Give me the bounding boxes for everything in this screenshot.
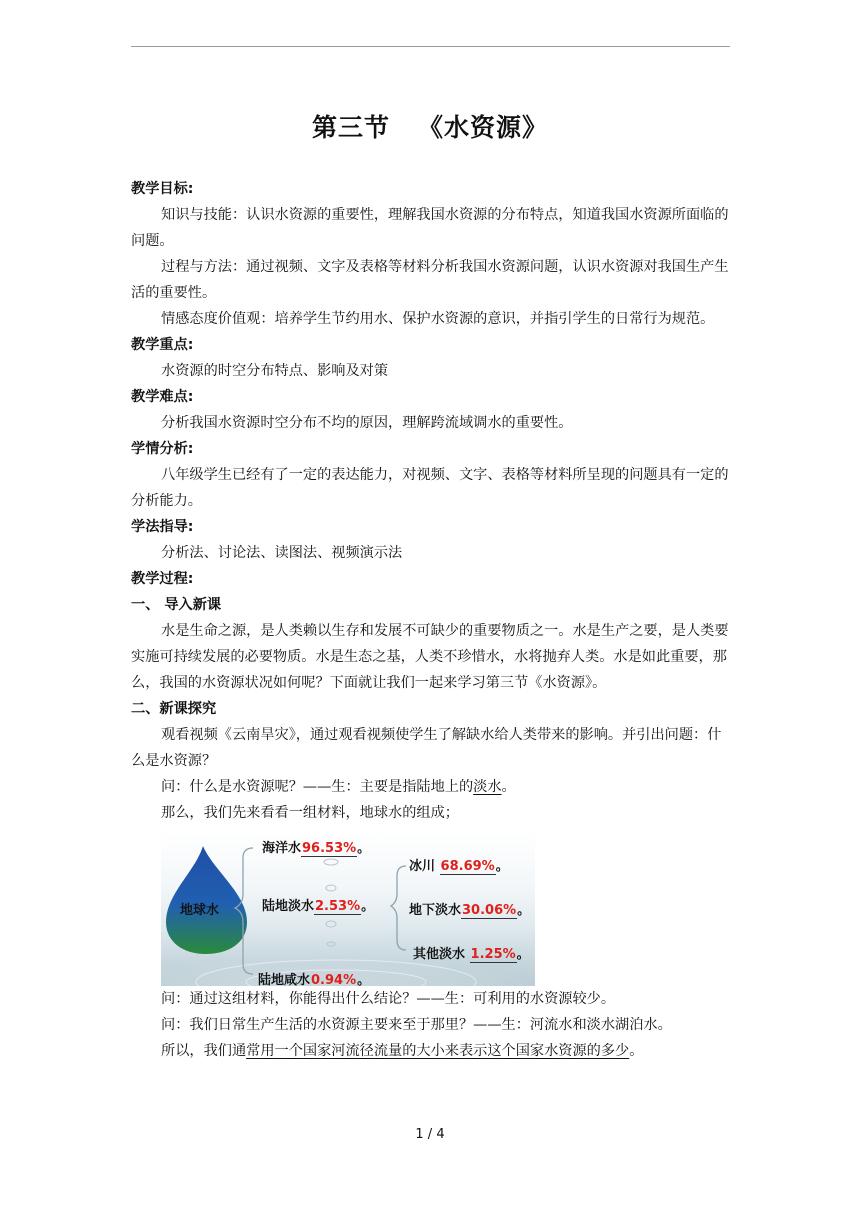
ocean-water-value: 96.53% <box>302 841 357 856</box>
title-section: 第三节 <box>311 113 390 142</box>
difficult-text: 分析我国水资源时空分布不均的原因，理解跨流域调水的重要性。 <box>161 415 573 431</box>
header-rule <box>131 46 730 47</box>
qa-what-is-water-resource: 问：什么是水资源呢？——生：主要是指陆地上的淡水。 <box>161 779 516 795</box>
glacier-value: 68.69% <box>440 859 495 874</box>
glacier-label: 冰川 68.69%。 <box>409 859 509 874</box>
process-heading: 教学过程: <box>131 571 194 587</box>
part2-heading: 二、新课探究 <box>131 701 217 717</box>
difficult-heading: 教学难点: <box>131 389 194 405</box>
key-heading: 教学重点: <box>131 337 194 353</box>
drop-label: 地球水 <box>180 903 220 918</box>
groundwater-label: 地下淡水30.06%。 <box>409 903 531 918</box>
conclusion-text: 所以，我们通常用一个国家河流径流量的大小来表示这个国家水资源的多少。 <box>161 1043 644 1059</box>
goal-knowledge: 知识与技能：认识水资源的重要性，理解我国水资源的分布特点，知道我国水资源所面临的问题。 <box>131 207 729 249</box>
goal-process: 过程与方法：通过视频、文字及表格等材料分析我国水资源问题，认识水资源对我国生产生活的重要性。 <box>131 259 729 301</box>
part2-text: 观看视频《云南旱灾》，通过观看视频使学生了解缺水给人类带来的影响。并引出问题：什么是水资源？ <box>131 727 722 769</box>
lead-in-text: 那么，我们先来看看一组材料，地球水的组成； <box>161 805 459 821</box>
answer-fresh-water: 淡水 <box>473 779 502 795</box>
qa-conclusion: 问：通过这组材料，你能得出什么结论？——生：可利用的水资源较少。 <box>161 991 616 1007</box>
groundwater-value: 30.06% <box>462 903 517 918</box>
goals-heading: 教学目标: <box>131 181 194 197</box>
key-text: 水资源的时空分布特点、影响及对策 <box>161 363 389 379</box>
page-title <box>0 108 860 144</box>
goal-attitude: 情感态度价值观：培养学生节约用水、保护水资源的意识，并指引学生的日常行为规范。 <box>161 311 715 327</box>
land-fresh-water-label: 陆地淡水2.53%。 <box>262 899 375 914</box>
title-name: 《水资源》 <box>418 113 549 142</box>
page-number: 1 / 4 <box>415 1127 445 1142</box>
droplet-2 <box>326 885 336 891</box>
land-salt-water-value: 0.94% <box>310 973 357 986</box>
analysis-heading: 学情分析: <box>131 441 194 457</box>
fresh-water-brace <box>391 866 406 950</box>
analysis-text: 八年级学生已经有了一定的表达能力，对视频、文字、表格等材料所呈现的问题具有一定的分析能力。 <box>131 467 729 509</box>
part1-heading: 一、 导入新课 <box>131 597 222 613</box>
method-text: 分析法、讨论法、读图法、视频演示法 <box>161 545 403 561</box>
droplet-3 <box>326 921 336 927</box>
land-fresh-water-value: 2.53% <box>315 899 361 914</box>
earth-water-composition-figure <box>161 832 535 986</box>
qa-water-source: 问：我们日常生产生活的水资源主要来至于那里？——生：河流水和淡水湖泊水。 <box>161 1017 672 1033</box>
ocean-water-label: 海洋水96.53%。 <box>262 841 371 856</box>
other-fresh-water-value: 1.25% <box>470 947 516 962</box>
other-fresh-water-label: 其他淡水 1.25%。 <box>413 947 530 962</box>
land-salt-water-label: 陆地咸水0.94%。 <box>258 968 370 986</box>
method-heading: 学法指导: <box>131 519 194 535</box>
part1-text: 水是生命之源，是人类赖以生存和发展不可缺少的重要物质之一。水是生产之要，是人类要实施可持续发展的必要物质。水是生态之基，人类不珍惜水，水将抛弃人类。水是如此重要，那么，我国的水资源状况如何呢？下面就让我们一起来学习第三节《水资源》。 <box>131 623 729 691</box>
document-body <box>131 176 731 1064</box>
conclusion-underlined: 常用一个国家河流径流量的大小来表示这个国家水资源的多少 <box>246 1043 630 1059</box>
